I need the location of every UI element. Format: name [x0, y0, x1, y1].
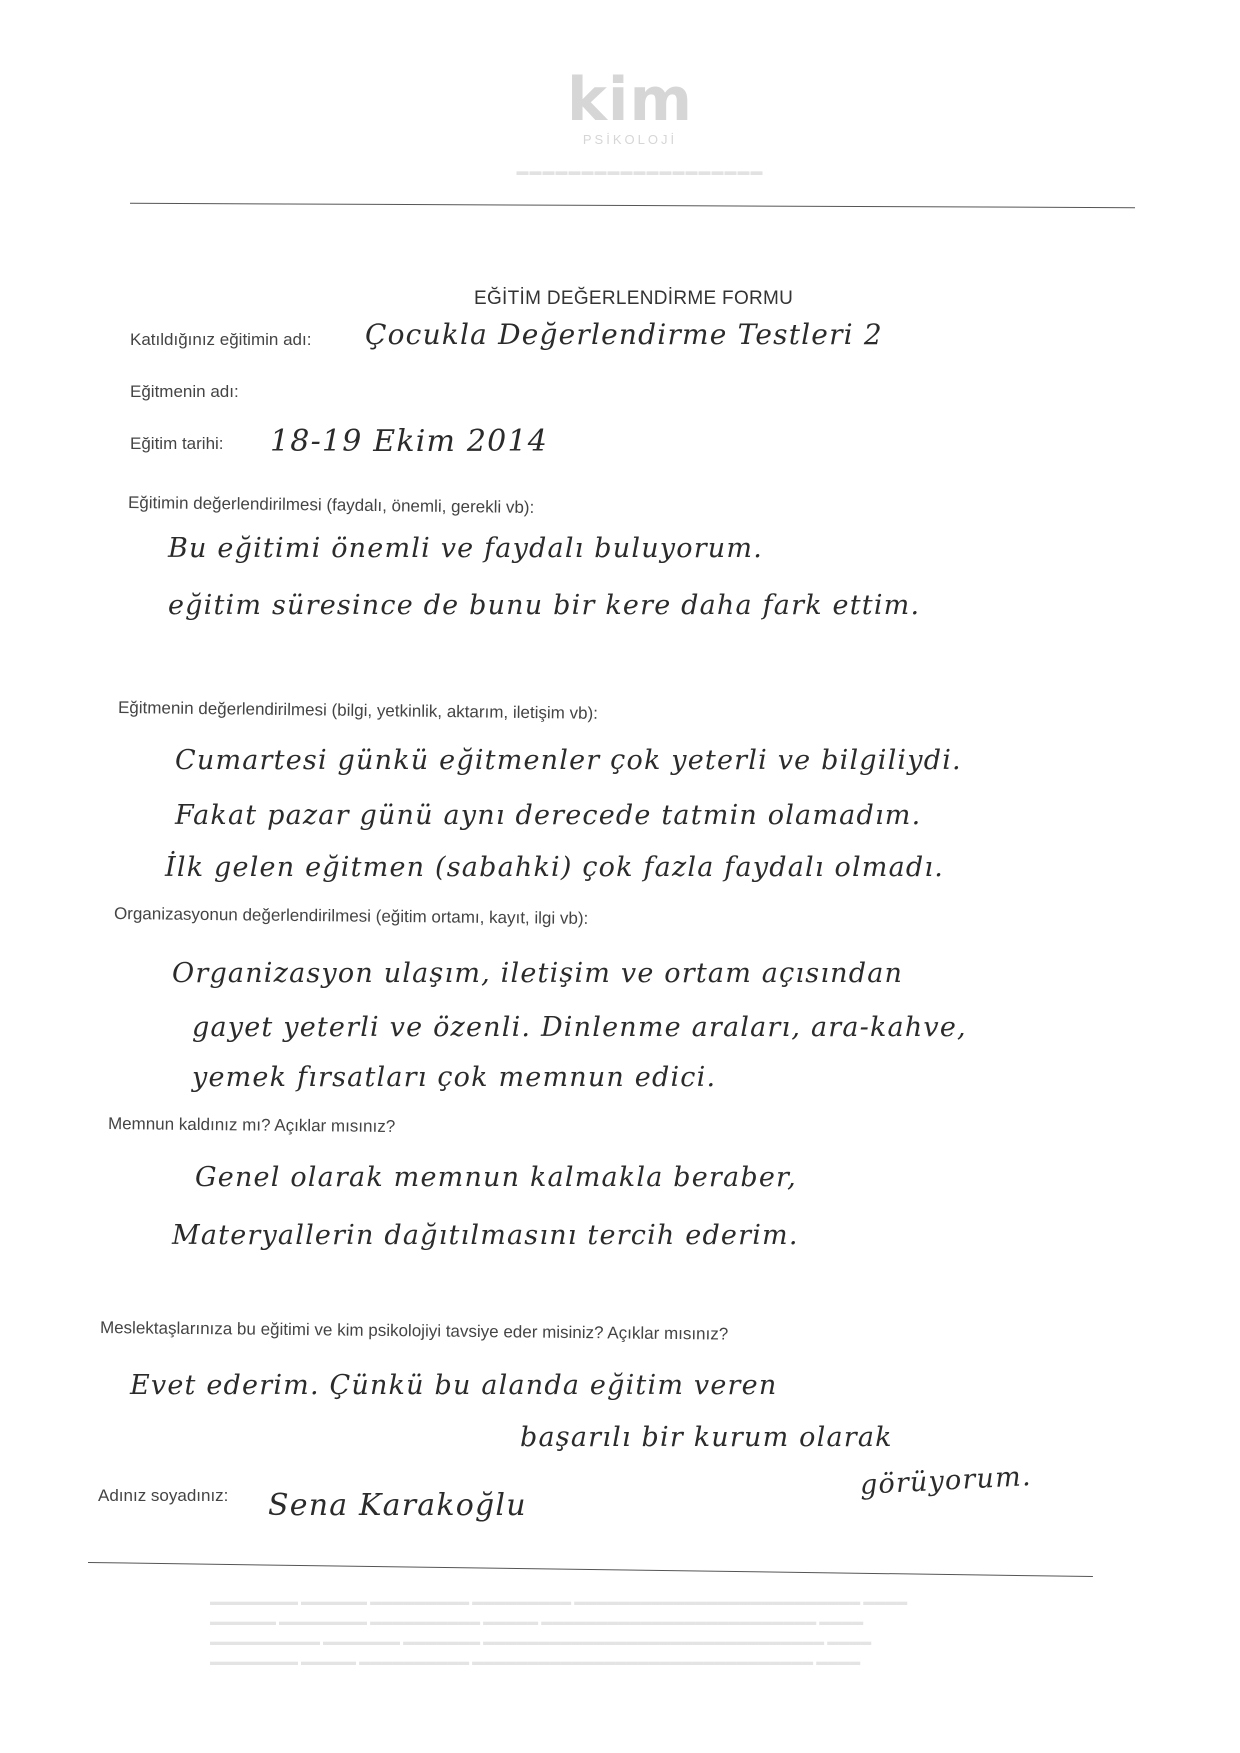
trainer-name-label: Eğitmenin adı:	[130, 382, 239, 401]
footer-divider	[88, 1562, 1093, 1577]
company-logo	[560, 65, 700, 147]
header-divider	[130, 203, 1135, 208]
trainer-evaluation-line-1: Cumartesi günkü eğitmenler çok yeterli ve bilgiliydi.	[175, 745, 962, 776]
training-name-answer: Çocukla Değerlendirme Testleri 2	[365, 318, 883, 351]
recommendation-line-1: Evet ederim. Çünkü bu alanda eğitim veren	[130, 1370, 778, 1401]
training-evaluation-line-1: Bu eğitimi önemli ve faydalı buluyorum.	[168, 533, 763, 564]
recommendation-label: Meslektaşlarınıza bu eğitimi ve kim psikolojiyi tavsiye eder misiniz? Açıklar mısınız?	[99, 1318, 729, 1344]
full-name-label: Adınız soyadınız:	[98, 1486, 229, 1505]
training-name-label: Katıldığınız eğitimin adı:	[130, 330, 312, 349]
form-title: EĞİTİM DEĞERLENDİRME FORMU	[474, 288, 794, 309]
satisfaction-line-2: Materyallerin dağıtılmasını tercih ederim.	[172, 1220, 799, 1251]
footer-contact-block: ▬▬▬▬▬▬▬▬ ▬▬▬▬▬▬ ▬▬▬▬▬▬▬▬▬ ▬▬▬▬▬▬▬▬▬ ▬▬▬▬▬▬▬▬▬▬▬▬▬▬▬▬▬▬▬▬▬▬▬▬▬▬ ▬▬▬▬ ▬▬▬▬▬▬ ▬▬▬▬▬▬▬▬ ▬▬▬▬▬▬▬▬▬▬ ▬▬▬▬▬ ▬▬▬▬▬▬▬▬▬▬▬▬▬▬▬▬▬▬▬▬▬▬▬▬▬ ▬▬▬▬ ▬▬▬▬▬▬▬▬▬▬ ▬▬▬▬▬▬▬ ▬▬▬▬▬▬▬ ▬▬▬▬▬▬▬▬▬▬▬▬▬▬▬▬▬▬▬▬▬▬▬▬▬▬▬▬▬▬▬ ▬▬▬▬ ▬▬▬▬▬▬▬▬ ▬▬▬▬▬ ▬▬▬▬▬▬▬▬▬▬ ▬▬▬▬▬▬▬▬▬▬▬▬▬▬▬▬▬▬▬▬▬▬▬▬▬▬▬▬▬▬▬ ▬▬▬▬	[210, 1596, 908, 1668]
organization-evaluation-line-3: yemek fırsatları çok memnun edici.	[192, 1062, 717, 1093]
trainer-evaluation-label: Eğitmenin değerlendirilmesi (bilgi, yetkinlik, aktarım, iletişim vb):	[117, 698, 599, 723]
logo-subtitle: PSİKOLOJİ	[582, 132, 678, 147]
organization-evaluation-line-1: Organizasyon ulaşım, iletişim ve ortam açısından	[172, 958, 904, 989]
training-date-answer: 18-19 Ekim 2014	[270, 424, 549, 459]
logo-mark: kim	[567, 65, 693, 135]
recommendation-line-2: başarılı bir kurum olarak	[520, 1422, 893, 1453]
organization-evaluation-line-2: gayet yeterli ve özenli. Dinlenme araları, ara-kahve,	[192, 1012, 967, 1043]
trainer-evaluation-line-2: Fakat pazar günü aynı derecede tatmin olamadım.	[175, 800, 922, 831]
full-name-answer: Sena Karakoğlu	[268, 1488, 527, 1523]
recommendation-line-3: görüyorum.	[859, 1461, 1033, 1501]
logo-tagline: ▬▬▬▬▬▬▬▬▬▬▬▬▬▬▬▬▬▬▬	[516, 164, 764, 178]
training-evaluation-label: Eğitimin değerlendirilmesi (faydalı, önemli, gerekli vb):	[127, 493, 535, 517]
organization-evaluation-label: Organizasyonun değerlendirilmesi (eğitim ortamı, kayıt, ilgi vb):	[113, 904, 589, 928]
trainer-evaluation-line-3: İlk gelen eğitmen (sabahki) çok fazla faydalı olmadı.	[165, 852, 944, 883]
satisfaction-label: Memnun kaldınız mı? Açıklar mısınız?	[107, 1114, 396, 1137]
training-evaluation-line-2: eğitim süresince de bunu bir kere daha fark ettim.	[168, 590, 921, 621]
satisfaction-line-1: Genel olarak memnun kalmakla beraber,	[195, 1162, 797, 1193]
training-date-label: Eğitim tarihi:	[130, 434, 224, 453]
